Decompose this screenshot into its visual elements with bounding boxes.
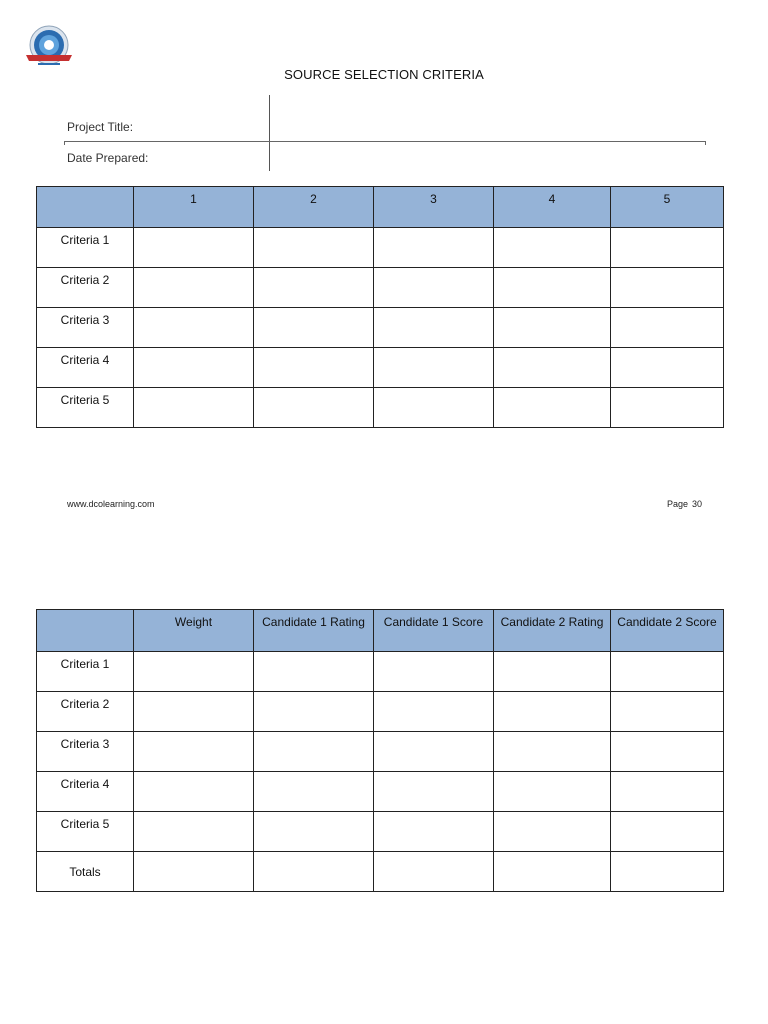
row-label: Criteria 4: [37, 348, 134, 388]
table-cell[interactable]: [494, 652, 611, 692]
page-title: SOURCE SELECTION CRITERIA: [284, 67, 484, 82]
table-row: [37, 388, 724, 428]
table-cell[interactable]: [254, 308, 374, 348]
table-header-cell: 2: [254, 187, 374, 228]
table-cell[interactable]: [374, 732, 494, 772]
row-label: Criteria 5: [37, 812, 134, 852]
table-cell[interactable]: [494, 268, 611, 308]
table-row: [37, 308, 724, 348]
table-row: [37, 348, 724, 388]
table-cell[interactable]: [611, 692, 724, 732]
table-cell[interactable]: [374, 852, 494, 892]
criteria-table: [36, 186, 724, 428]
table-cell[interactable]: [134, 348, 254, 388]
table-cell[interactable]: [611, 732, 724, 772]
table-header-row: [37, 610, 724, 652]
table-cell[interactable]: [494, 812, 611, 852]
table-cell[interactable]: [134, 652, 254, 692]
table-cell[interactable]: [611, 308, 724, 348]
table-cell[interactable]: [254, 228, 374, 268]
table-cell[interactable]: [254, 268, 374, 308]
table-header-cell: Weight: [134, 610, 254, 652]
table-cell[interactable]: [494, 228, 611, 268]
table-cell[interactable]: [374, 772, 494, 812]
table-header-cell: Candidate 2 Score: [611, 610, 724, 652]
date-prepared-label: Date Prepared:: [67, 151, 149, 165]
table-cell[interactable]: [374, 228, 494, 268]
table-cell[interactable]: [611, 348, 724, 388]
page-label: Page: [667, 499, 689, 509]
table-cell[interactable]: [494, 308, 611, 348]
table-cell[interactable]: [611, 268, 724, 308]
table-cell[interactable]: [494, 388, 611, 428]
table-cell[interactable]: [611, 812, 724, 852]
table-cell[interactable]: [134, 308, 254, 348]
table-row: [37, 732, 724, 772]
table-header-cell: Candidate 2 Rating: [494, 610, 611, 652]
table-row: [37, 692, 724, 732]
table-header-cell: [37, 610, 134, 652]
form-divider-tick: [64, 141, 65, 145]
table-header-cell: Candidate 1 Rating: [254, 610, 374, 652]
form-divider-vertical: [269, 95, 270, 171]
form-divider-tick: [705, 141, 706, 145]
table-cell[interactable]: [374, 652, 494, 692]
form-divider-horizontal: [64, 141, 706, 142]
row-label: Criteria 1: [37, 652, 134, 692]
row-label: Criteria 2: [37, 692, 134, 732]
table-header-cell: 4: [494, 187, 611, 228]
table-cell[interactable]: [254, 772, 374, 812]
table-cell[interactable]: [134, 812, 254, 852]
table-cell[interactable]: [254, 652, 374, 692]
table-header-cell: 1: [134, 187, 254, 228]
table-header-cell: Candidate 1 Score: [374, 610, 494, 652]
table-cell[interactable]: [494, 852, 611, 892]
table-row: [37, 772, 724, 812]
table-header-cell: [37, 187, 134, 228]
table-cell[interactable]: [611, 852, 724, 892]
table-cell[interactable]: [134, 268, 254, 308]
table-cell[interactable]: [254, 692, 374, 732]
footer-page: [667, 499, 702, 509]
table-cell[interactable]: [134, 692, 254, 732]
table-row: [37, 268, 724, 308]
table-cell[interactable]: [254, 348, 374, 388]
table-cell[interactable]: [611, 228, 724, 268]
row-label: Criteria 3: [37, 732, 134, 772]
table-row: [37, 652, 724, 692]
table-cell[interactable]: [374, 308, 494, 348]
totals-row: [37, 852, 724, 892]
page-number: 30: [692, 499, 703, 509]
table-cell[interactable]: [611, 388, 724, 428]
table-cell[interactable]: [494, 732, 611, 772]
table-cell[interactable]: [254, 852, 374, 892]
table-cell[interactable]: [134, 388, 254, 428]
table-cell[interactable]: [134, 772, 254, 812]
project-title-label: Project Title:: [67, 120, 134, 134]
table-cell[interactable]: [374, 812, 494, 852]
table-row: [37, 228, 724, 268]
table-cell[interactable]: [374, 388, 494, 428]
table-cell[interactable]: [494, 692, 611, 732]
table-cell[interactable]: [254, 732, 374, 772]
row-label: Criteria 4: [37, 772, 134, 812]
table-cell[interactable]: [611, 652, 724, 692]
table-cell[interactable]: [494, 772, 611, 812]
table-cell[interactable]: [254, 812, 374, 852]
row-label: Criteria 2: [37, 268, 134, 308]
table-cell[interactable]: [374, 692, 494, 732]
footer-url: www.dcolearning.com: [67, 499, 155, 509]
table-cell[interactable]: [494, 348, 611, 388]
table-cell[interactable]: [134, 852, 254, 892]
table-header-row: [37, 187, 724, 228]
table-cell[interactable]: [134, 228, 254, 268]
table-row: [37, 812, 724, 852]
table-header-cell: 5: [611, 187, 724, 228]
table-cell[interactable]: [611, 772, 724, 812]
logo: [24, 24, 74, 70]
table-header-cell: 3: [374, 187, 494, 228]
table-cell[interactable]: [374, 268, 494, 308]
logo-emblem-icon: [24, 24, 74, 70]
row-label: Criteria 3: [37, 308, 134, 348]
row-label: Criteria 1: [37, 228, 134, 268]
table-cell[interactable]: [374, 348, 494, 388]
row-label: Criteria 5: [37, 388, 134, 428]
table-cell[interactable]: [254, 388, 374, 428]
scoring-table: [36, 609, 724, 892]
table-cell[interactable]: [134, 732, 254, 772]
totals-label: Totals: [37, 852, 134, 892]
